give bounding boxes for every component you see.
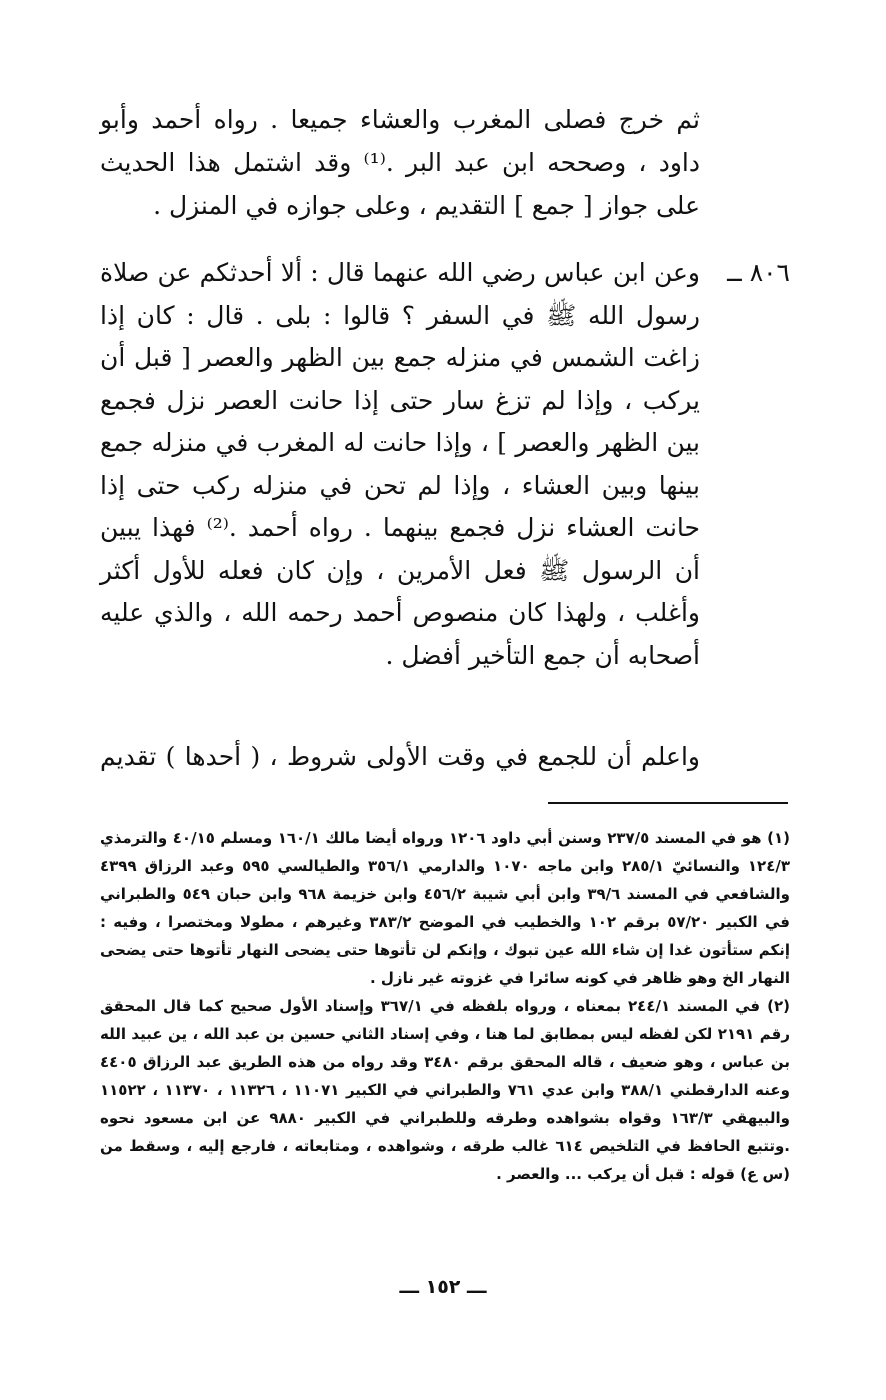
footnote-2: (٢) في المسند ٢٤٤/١ بمعناه ، ورواه بلفظه في ٣٦٧/١ وإسناد الأول صحيح كما قال المحقق رقم ٢١٩١ لكن لفظه ليس بمطابق لما هنا ، وفي إسناد الثاني حسين بن عبد الله ، ين عبيد الله بن عباس ، وهو ضعيف ، قاله المحقق برقم ٣٤٨٠ وقد رواه من هذه الطريق عبد الرزاق ٤٤٠٥ وعنه الدارقطني ٣٨٨/١ وابن عدي ٧٦١ والطبراني في الكبير ١١٠٧١ ، ١١٣٢٦ ، ١١٣٧٠ ، ١١٥٢٢ والبيهقي ١٦٣/٣ وقواه بشواهده وطرقه وللطبراني في الكبير ٩٨٨٠ عن ابن مسعود نحوه .وتتبع الحافظ في التلخيص ٦١٤ غالب طرقه ، وشواهده ، ومتابعاته ، فارجع إليه ، وسقط من (س ع) قوله : قبل أن يركب ... والعصر . xyxy=(100,997,790,1183)
closing-line: واعلم أن للجمع في وقت الأولى شروط ، ( أحدها ) تقديم xyxy=(100,742,700,771)
intro-text: ثم خرج فصلى المغرب والعشاء جميعا . رواه أحمد وأبو داود ، وصححه ابن عبد البر .⁽¹⁾ وقد اشتمل هذا الحديث على جواز [ جمع ] التقديم ، وعلى جوازه في المنزل . xyxy=(100,105,700,220)
footnote-divider xyxy=(548,802,788,804)
page-number: ـــ ١٥٢ ـــ xyxy=(399,1276,487,1298)
footnotes xyxy=(100,824,790,1188)
footnote-1: (١) هو في المسند ٢٣٧/٥ وسنن أبي داود ١٢٠٦ ورواه أيضا مالك ١٦٠/١ ومسلم ٤٠/١٥ والترمذي ١٢٤/٣ والنسائيّ ٢٨٥/١ وابن ماجه ١٠٧٠ والدارمي ٣٥٦/١ والطيالسي ٥٩٥ وعبد الرزاق ٤٣٩٩ والشافعي في المسند ٣٩/٦ وابن أبي شيبة ٤٥٦/٢ وابن خزيمة ٩٦٨ وابن حبان ٥٤٩ والطبراني في الكبير ٥٧/٢٠ برقم ١٠٢ والخطيب في الموضح ٣٨٣/٢ وغيرهم ، مطولا ومختصرا ، وفيه : إنكم ستأتون غدا إن شاء الله عين تبوك ، وإنكم لن تأتوها حتى يضحى النهار تأتوها حتى يضحى النهار الخ وهو ظاهر في كونه سائرا في غزوته غير نازل . xyxy=(100,829,790,987)
intro-paragraph xyxy=(100,98,700,227)
hadith-number: ٨٠٦ ــ xyxy=(727,258,790,287)
hadith-text: وعن ابن عباس رضي الله عنهما قال : ألا أحدثكم عن صلاة رسول الله ﷺ في السفر ؟ قالوا : بلى . قال : كان إذا زاغت الشمس في منزله جمع بين الظهر والعصر [ قبل أن يركب ، وإذا لم تزغ سار حتى إذا حانت العصر نزل فجمع بين الظهر والعصر ] ، وإذا حانت له المغرب في منزله جمع بينها وبين العشاء ، وإذا لم تحن في منزله ركب حتى إذا حانت العشاء نزل فجمع بينهما . رواه أحمد .⁽²⁾ فهذا يبين أن الرسول ﷺ فعل الأمرين ، وإن كان فعله للأول أكثر وأغلب ، ولهذا كان منصوص أحمد رحمه الله ، والذي عليه أصحابه أن جمع التأخير أفضل . xyxy=(100,258,700,670)
hadith-paragraph xyxy=(100,252,790,677)
